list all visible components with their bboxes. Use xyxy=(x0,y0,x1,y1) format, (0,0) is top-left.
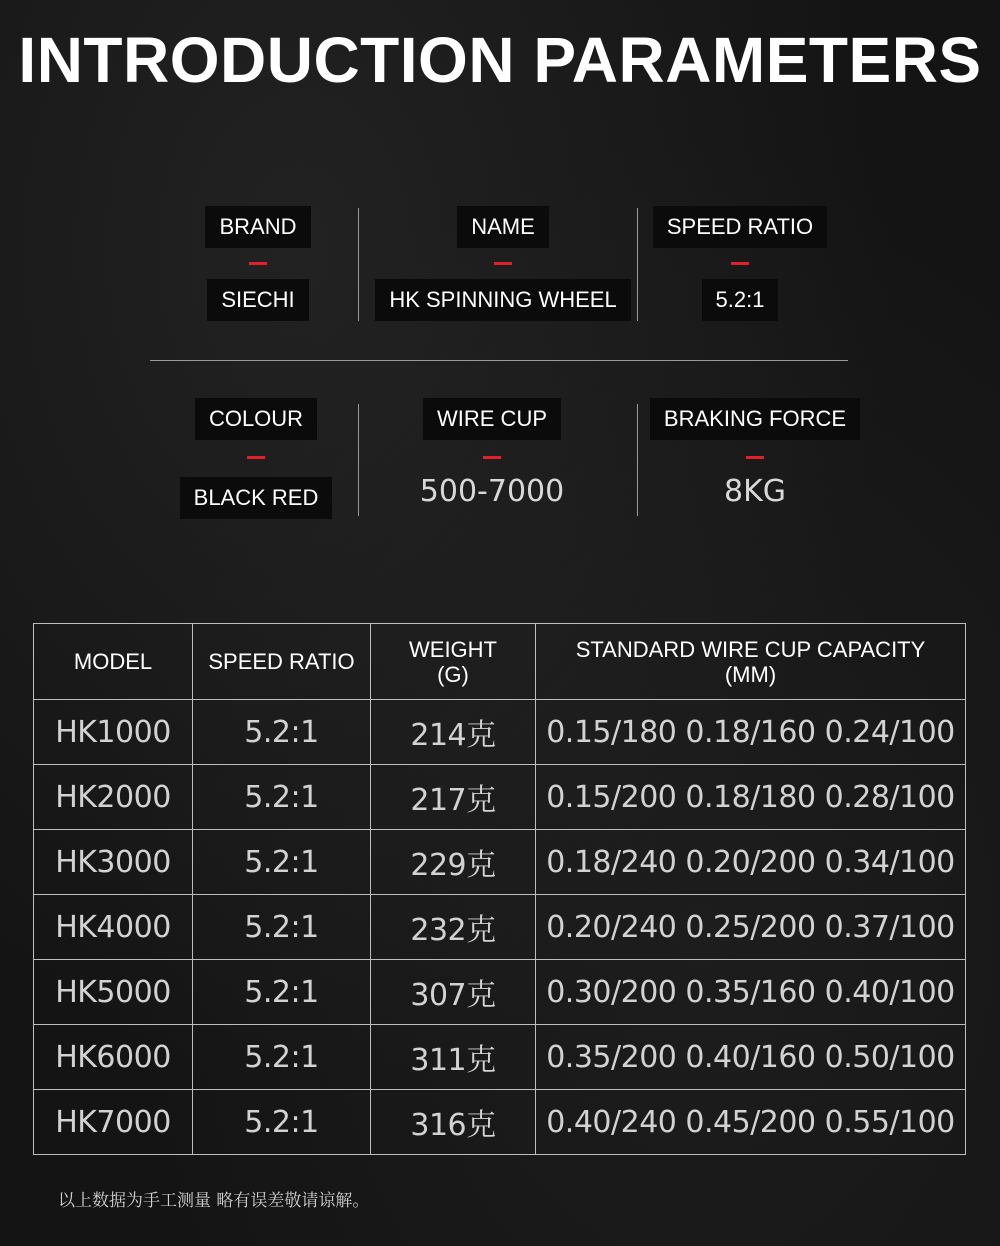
cell-weight: 217克 xyxy=(371,765,536,830)
cell-capacity: 0.15/180 0.18/160 0.24/100 xyxy=(536,700,966,765)
cell-speed-ratio: 5.2:1 xyxy=(193,895,371,960)
cell-model: HK6000 xyxy=(34,1025,193,1090)
cell-model: HK7000 xyxy=(34,1090,193,1155)
header-capacity-unit: (MM) xyxy=(724,661,777,687)
header-model: MODEL xyxy=(34,624,193,700)
param-braking-force-dash xyxy=(746,456,764,459)
param-wire-cup xyxy=(362,398,622,513)
header-weight-label: WEIGHT xyxy=(409,636,497,662)
cell-speed-ratio: 5.2:1 xyxy=(193,1090,371,1155)
param-speed-ratio-label: SPEED RATIO xyxy=(653,206,827,248)
param-colour xyxy=(126,398,386,519)
cell-model: HK3000 xyxy=(34,830,193,895)
param-brand-label: BRAND xyxy=(205,206,310,248)
cell-weight: 316克 xyxy=(371,1090,536,1155)
cell-model: HK4000 xyxy=(34,895,193,960)
cell-model: HK1000 xyxy=(34,700,193,765)
header-speed-ratio: SPEED RATIO xyxy=(193,624,371,700)
param-brand xyxy=(128,206,388,321)
spec-table xyxy=(33,623,966,1155)
cell-model: HK5000 xyxy=(34,960,193,1025)
header-capacity-label: STANDARD WIRE CUP CAPACITY xyxy=(575,636,926,662)
cell-weight: 307克 xyxy=(371,960,536,1025)
param-divider xyxy=(358,208,359,321)
param-name-label: NAME xyxy=(457,206,549,248)
cell-capacity: 0.30/200 0.35/160 0.40/100 xyxy=(536,960,966,1025)
cell-capacity: 0.20/240 0.25/200 0.37/100 xyxy=(536,895,966,960)
param-name-value: HK SPINNING WHEEL xyxy=(375,279,630,321)
cell-speed-ratio: 5.2:1 xyxy=(193,830,371,895)
param-wire-cup-label: WIRE CUP xyxy=(423,398,561,440)
param-name xyxy=(373,206,633,321)
header-weight xyxy=(371,624,536,700)
table-header-row xyxy=(34,624,966,700)
param-brand-dash xyxy=(249,262,267,265)
table-row xyxy=(34,1090,966,1155)
param-braking-force-value: 8KG xyxy=(723,474,786,509)
cell-weight: 232克 xyxy=(371,895,536,960)
param-speed-ratio-dash xyxy=(731,262,749,265)
page-title: INTRODUCTION PARAMETERS xyxy=(18,24,982,96)
cell-speed-ratio: 5.2:1 xyxy=(193,960,371,1025)
param-colour-value: BLACK RED xyxy=(180,477,333,519)
cell-capacity: 0.40/240 0.45/200 0.55/100 xyxy=(536,1090,966,1155)
table-row xyxy=(34,700,966,765)
param-braking-force-label: BRAKING FORCE xyxy=(650,398,860,440)
header-weight-unit: (G) xyxy=(437,661,469,687)
param-name-dash xyxy=(494,262,512,265)
param-wire-cup-dash xyxy=(483,456,501,459)
cell-speed-ratio: 5.2:1 xyxy=(193,700,371,765)
cell-weight: 311克 xyxy=(371,1025,536,1090)
table-row xyxy=(34,1025,966,1090)
param-divider xyxy=(358,404,359,516)
param-braking-force xyxy=(625,398,885,513)
cell-model: HK2000 xyxy=(34,765,193,830)
param-colour-label: COLOUR xyxy=(195,398,317,440)
section-divider xyxy=(150,360,848,361)
table-row xyxy=(34,960,966,1025)
cell-weight: 229克 xyxy=(371,830,536,895)
table-row xyxy=(34,765,966,830)
param-speed-ratio xyxy=(610,206,870,321)
param-colour-dash xyxy=(247,456,265,459)
footnote: 以上数据为手工测量 略有误差敬请谅解。 xyxy=(58,1191,370,1211)
cell-capacity: 0.15/200 0.18/180 0.28/100 xyxy=(536,765,966,830)
param-brand-value: SIECHI xyxy=(207,279,308,321)
header-capacity xyxy=(536,624,966,700)
cell-speed-ratio: 5.2:1 xyxy=(193,1025,371,1090)
param-wire-cup-value: 500-7000 xyxy=(419,474,565,509)
table-row xyxy=(34,830,966,895)
cell-capacity: 0.18/240 0.20/200 0.34/100 xyxy=(536,830,966,895)
table-row xyxy=(34,895,966,960)
param-speed-ratio-value: 5.2:1 xyxy=(702,279,779,321)
cell-capacity: 0.35/200 0.40/160 0.50/100 xyxy=(536,1025,966,1090)
cell-weight: 214克 xyxy=(371,700,536,765)
cell-speed-ratio: 5.2:1 xyxy=(193,765,371,830)
